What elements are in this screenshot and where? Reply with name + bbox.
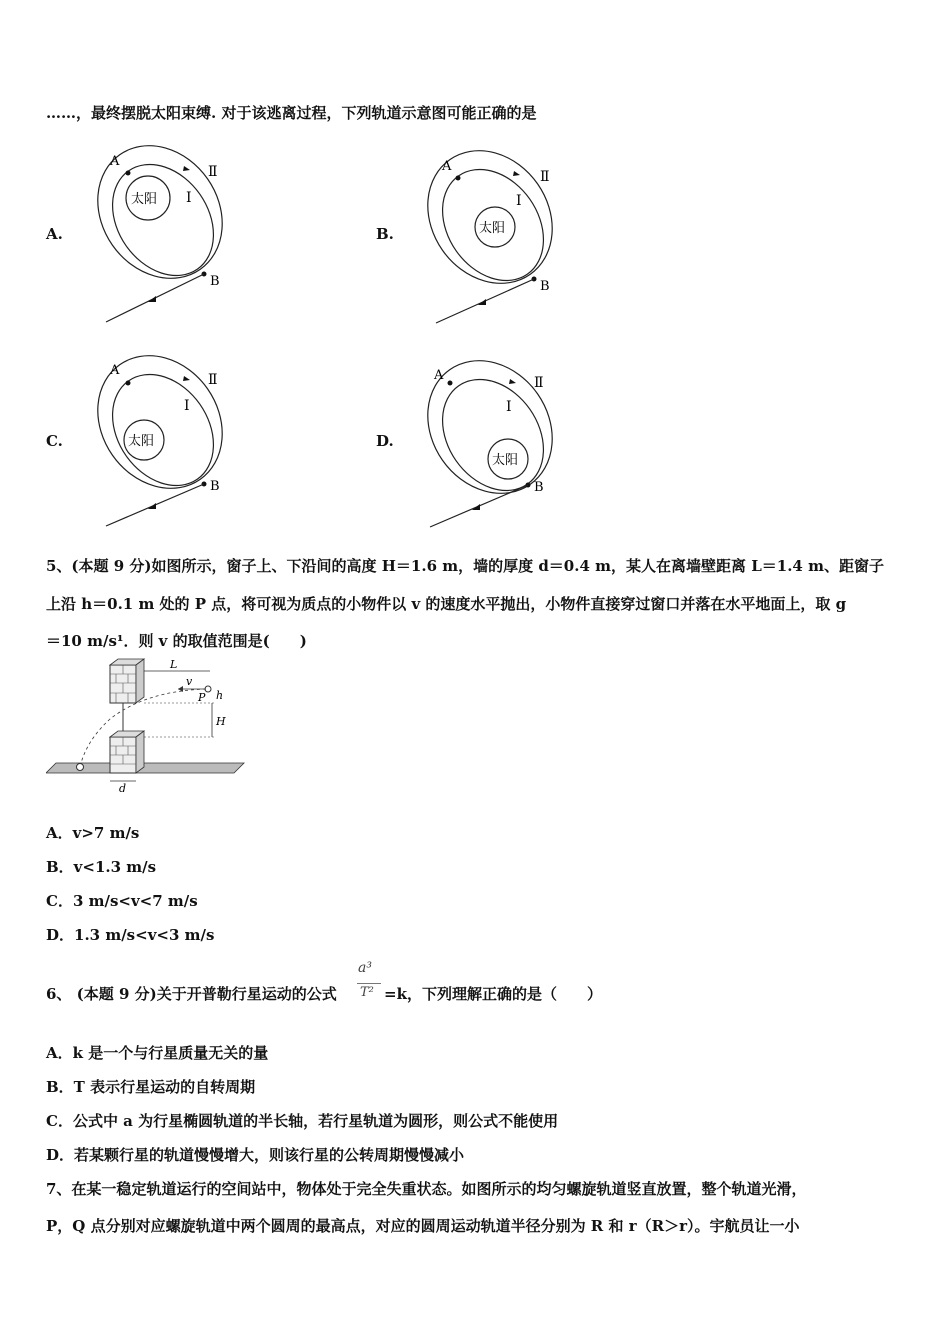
window-throw-figure: [46, 655, 246, 795]
point-a-label: A: [110, 363, 120, 378]
q6-suffix: =k，下列理解正确的是（ ）: [384, 985, 602, 1003]
orbit-2-label: Ⅱ: [208, 164, 218, 180]
label-v: v: [186, 675, 193, 688]
sun-label: 太阳: [479, 221, 506, 236]
q6-option-b: B．T 表示行星运动的自转周期: [46, 1078, 256, 1096]
q6-option-c: C．公式中 a 为行星椭圆轨道的半长轴，若行星轨道为圆形，则公式不能使用: [46, 1112, 559, 1130]
label-L: L: [170, 658, 178, 671]
q5-option-d: D．1.3 m/s<v<3 m/s: [46, 926, 215, 944]
formula-numerator: a³: [358, 960, 372, 976]
q5-line-1: 5、(本题 9 分)如图所示，窗子上、下沿间的高度 H＝1.6 m，墙的厚度 d＝0.4 m，某人在离墙壁距离 L＝1.4 m、距窗子: [46, 557, 884, 575]
point-b-label: B: [534, 480, 544, 495]
orbit-2-label: Ⅱ: [208, 372, 218, 388]
label-P: P: [198, 691, 206, 704]
orbit-diagram-a: [90, 140, 250, 330]
point-a-label: A: [434, 368, 444, 383]
q4-option-d-label: D.: [376, 432, 394, 450]
orbit-1-label: Ⅰ: [506, 399, 512, 415]
sun-label: 太阳: [131, 192, 158, 207]
point-b-label: B: [540, 279, 550, 294]
q6-option-d: D．若某颗行星的轨道慢慢增大，则该行星的公转周期慢慢减小: [46, 1146, 465, 1164]
orbit-1-label: Ⅰ: [184, 398, 190, 414]
label-d: d: [119, 782, 127, 795]
orbit-diagram-c: [90, 350, 250, 540]
orbit-1-label: Ⅰ: [516, 193, 522, 209]
orbit-diagram-d: [420, 355, 580, 545]
point-a-label: A: [110, 154, 120, 169]
orbit-1-label: Ⅰ: [186, 190, 192, 206]
point-b-label: B: [210, 479, 220, 494]
q4-option-c-label: C.: [46, 432, 63, 450]
label-h: h: [216, 689, 224, 702]
orbit-diagram-b: [420, 145, 580, 335]
label-H: H: [216, 715, 226, 728]
q6-prefix: 6、 (本题 9 分)关于开普勒行星运动的公式: [46, 985, 337, 1003]
q5-line-2: 上沿 h＝0.1 m 处的 P 点，将可视为质点的小物件以 v 的速度水平抛出，小物件直接穿过窗口并落在水平地面上，取 g: [46, 595, 847, 613]
formula-denominator: T²: [360, 985, 374, 1000]
q4-option-a-label: A.: [46, 225, 63, 243]
q5-option-a: A．v>7 m/s: [46, 824, 140, 842]
q4-text: ……，最终摆脱太阳束缚. 对于该逃离过程，下列轨道示意图可能正确的是: [46, 104, 537, 122]
q5-line-3: ＝10 m/s¹．则 v 的取值范围是( ): [46, 632, 307, 650]
orbit-2-label: Ⅱ: [540, 169, 550, 185]
orbit-2-label: Ⅱ: [534, 375, 544, 391]
q4-option-b-label: B.: [376, 225, 394, 243]
q6-option-a: A．k 是一个与行星质量无关的量: [46, 1044, 269, 1062]
q7-line-1: 7、在某一稳定轨道运行的空间站中，物体处于完全失重状态。如图所示的均匀螺旋轨道竖直放置，整个轨道光滑，: [46, 1180, 807, 1198]
sun-label: 太阳: [492, 453, 519, 468]
point-a-label: A: [442, 159, 452, 174]
q7-line-2: P，Q 点分别对应螺旋轨道中两个圆周的最高点，对应的圆周运动轨道半径分别为 R 和 r（R＞r）。宇航员让一小: [46, 1217, 800, 1235]
q5-option-c: C．3 m/s<v<7 m/s: [46, 892, 198, 910]
q5-option-b: B．v<1.3 m/s: [46, 858, 157, 876]
sun-label: 太阳: [128, 434, 155, 449]
point-b-label: B: [210, 274, 220, 289]
fraction-bar: [357, 983, 381, 984]
